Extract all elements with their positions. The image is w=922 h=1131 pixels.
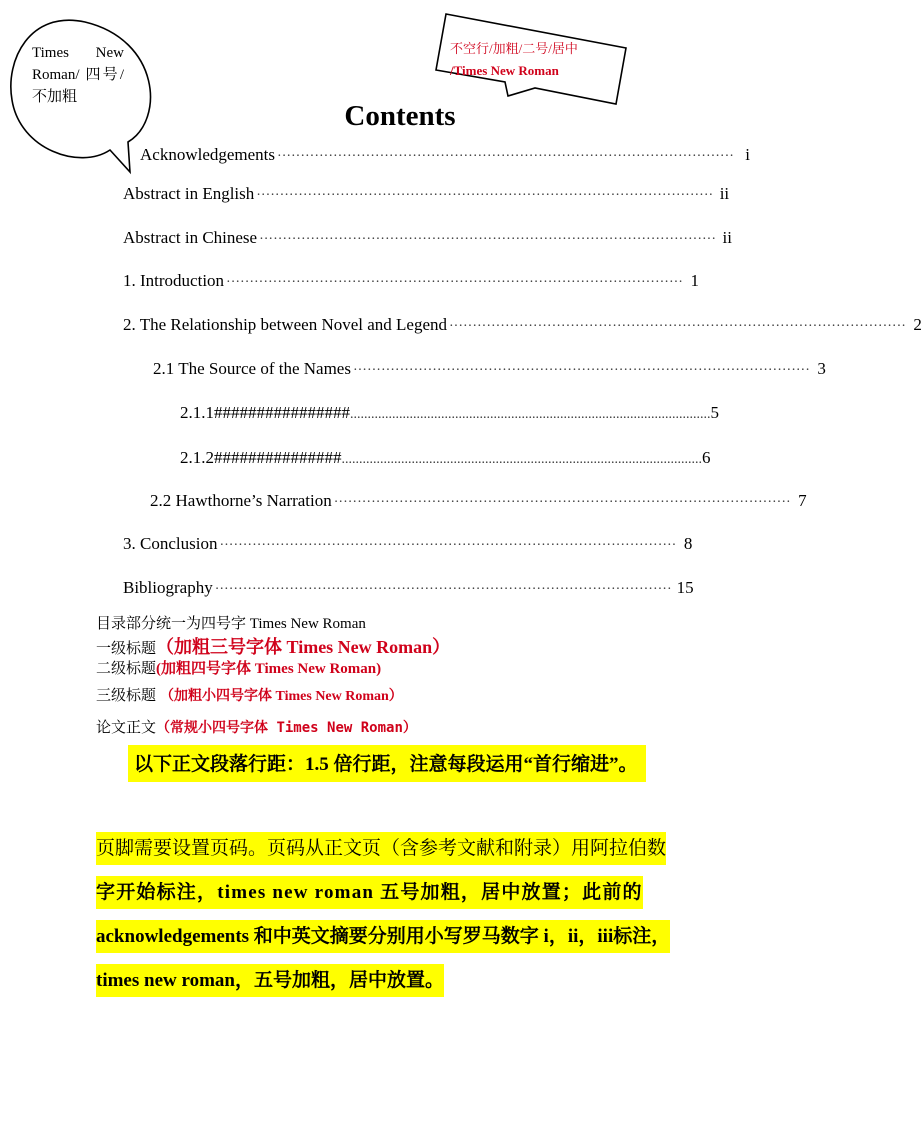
toc-entry-label: Acknowledgements (140, 145, 276, 164)
toc-entry-page: ii (719, 184, 730, 203)
toc-entry-label: 3. Conclusion (123, 534, 218, 553)
toc-leader: ·································································································· (277, 149, 734, 164)
toc-entry-page: 2 (913, 315, 922, 334)
toc-entry-page: 6 (702, 448, 711, 467)
toc-entry[interactable] (123, 228, 732, 248)
level1-heading-note (96, 633, 450, 659)
toc-leader: ·································································································· (226, 275, 683, 290)
toc-entry-page: 3 (817, 359, 826, 378)
toc-entry[interactable] (180, 403, 719, 423)
toc-entry-label: 2.1 The Source of the Names (153, 359, 351, 378)
toc-entry-label: 2.1.2############### (180, 448, 342, 467)
page-number-note-line (96, 827, 710, 871)
toc-entry-label: 2.2 Hawthorne’s Narration (150, 491, 332, 510)
toc-entry-page: 15 (676, 578, 694, 597)
toc-entry-page: 7 (798, 491, 807, 510)
toc-font-note: 目录部分统一为四号字 Times New Roman (96, 616, 366, 632)
toc-entry-label: Abstract in Chinese (123, 228, 258, 247)
page-number-note-line (96, 915, 710, 959)
toc-entry-label: Abstract in English (123, 184, 255, 203)
toc-leader: ·································································································· (214, 582, 672, 597)
toc-entry-label: Bibliography (123, 578, 213, 597)
left-callout-text: Times New Roman/ 四号/不加粗 (32, 45, 124, 105)
toc-entry-label: 2. The Relationship between Novel and Legend (123, 315, 448, 334)
level2-heading-spec: (加粗四号字体 Times New Roman) (156, 661, 382, 677)
page-number-note-text: acknowledgements 和中英文摘要分别用小写罗马数字 i，ii，iii标注， (96, 920, 670, 953)
toc-entry[interactable] (150, 491, 807, 511)
toc-leader: ·································································································· (333, 495, 791, 510)
toc-leader: ....................................................................................................... (341, 452, 702, 467)
toc-entry[interactable] (123, 578, 694, 598)
toc-leader: ·································································································· (219, 538, 677, 553)
toc-entry-page: 8 (683, 534, 693, 553)
toc-entry[interactable] (123, 315, 922, 335)
right-callout-text (450, 38, 610, 82)
page-number-note-text: 字开始标注，times new roman 五号加粗，居中放置；此前的 (96, 876, 643, 909)
level2-heading-note (96, 657, 381, 678)
page-number-note (96, 827, 710, 1003)
page-title: Contents (344, 100, 456, 132)
toc-entry-page: 5 (710, 403, 719, 422)
right-callout-line1: 不空行/加粗/二号/居中 (450, 41, 578, 56)
line-spacing-note: 以下正文段落行距：1.5 倍行距，注意每段运用“首行缩进”。 (128, 745, 646, 782)
page-number-note-line (96, 871, 710, 915)
toc-entry-page: i (745, 145, 750, 164)
toc-entry-label: 2.1.1################ (180, 403, 350, 422)
toc-entry-page: ii (722, 228, 732, 247)
toc-leader: ·································································································· (352, 363, 810, 378)
toc-entry[interactable] (153, 359, 826, 379)
toc-entry[interactable] (123, 271, 699, 291)
level1-heading-spec: （加粗三号字体 Times New Roman） (156, 637, 451, 657)
toc-leader: ·································································································· (449, 319, 906, 334)
toc-leader: ....................................................................................................... (350, 407, 711, 422)
right-callout-line2: /Times New Roman (450, 63, 559, 78)
page-number-note-text: 页脚需要设置页码。页码从正文页（含参考文献和附录）用阿拉伯数 (96, 832, 666, 865)
toc-leader: ·································································································· (259, 232, 716, 247)
body-text-label: 论文正文 (96, 720, 157, 736)
page-number-note-line (96, 959, 710, 1003)
toc-entry[interactable] (180, 448, 711, 468)
level3-heading-note (96, 684, 403, 705)
level3-heading-label: 三级标题 (96, 688, 157, 704)
page-number-note-text: times new roman，五号加粗，居中放置。 (96, 964, 444, 997)
body-text-spec: （常规小四号字体 Times New Roman） (156, 720, 417, 736)
toc-entry-label: 1. Introduction (123, 271, 225, 290)
toc-entry[interactable] (140, 145, 750, 165)
level3-heading-spec: （加粗小四号字体 Times New Roman） (160, 689, 403, 704)
body-text-note (96, 716, 417, 737)
toc-entry[interactable] (123, 534, 693, 554)
level1-heading-label: 一级标题 (96, 641, 157, 657)
toc-entry-page: 1 (690, 271, 699, 290)
toc-leader: ·································································································· (256, 188, 714, 203)
level2-heading-label: 二级标题 (96, 661, 157, 677)
toc-entry[interactable] (123, 184, 730, 204)
